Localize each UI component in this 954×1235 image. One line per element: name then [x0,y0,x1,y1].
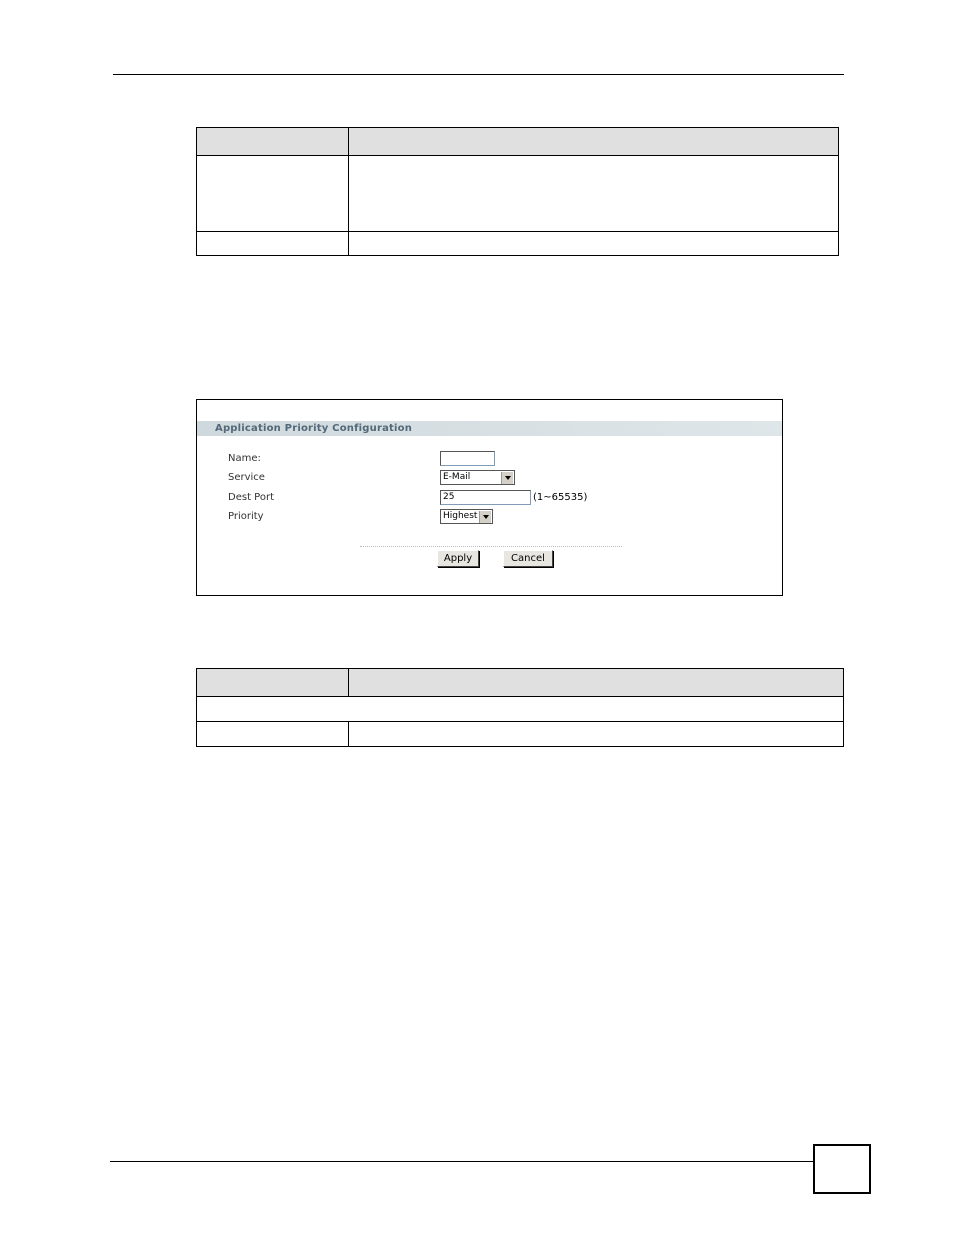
bottom-table-header-cell [349,669,844,697]
service-label: Service [228,472,265,483]
top-table-header-row [197,128,839,156]
bottom-table-cell [197,722,349,747]
bottom-table-cell [197,697,844,722]
service-select[interactable] [440,470,515,485]
top-table [196,127,839,256]
top-table-cell [197,156,349,232]
dest-port-label: Dest Port [228,492,274,503]
name-input[interactable] [440,451,495,466]
dest-port-hint: (1~65535) [533,492,588,503]
priority-select-value: Highest [443,511,478,521]
separator [360,546,622,547]
bottom-table [196,668,844,747]
priority-label: Priority [228,511,264,522]
top-table-header-cell [197,128,349,156]
panel-header [197,421,782,436]
top-table-header-cell [349,128,839,156]
bottom-table-row [197,722,844,747]
panel-title: Application Priority Configuration [215,423,413,434]
footer-rule [110,1161,813,1162]
top-table-cell [349,232,839,256]
header-rule [113,74,844,75]
priority-select[interactable] [440,509,493,524]
dest-port-input[interactable]: 25 [440,490,531,505]
service-select-value: E-Mail [443,472,471,482]
chevron-down-icon[interactable] [501,472,513,484]
apply-button[interactable]: Apply [437,550,479,567]
bottom-table-header-row [197,669,844,697]
top-table-row [197,232,839,256]
top-table-row [197,156,839,232]
page-number-box [813,1144,871,1194]
bottom-table-row [197,697,844,722]
name-label: Name: [228,453,261,464]
application-priority-panel [196,399,783,596]
cancel-button[interactable]: Cancel [503,550,553,567]
chevron-down-icon[interactable] [479,511,491,523]
top-table-cell [197,232,349,256]
bottom-table-cell [349,722,844,747]
bottom-table-header-cell [197,669,349,697]
top-table-cell [349,156,839,232]
